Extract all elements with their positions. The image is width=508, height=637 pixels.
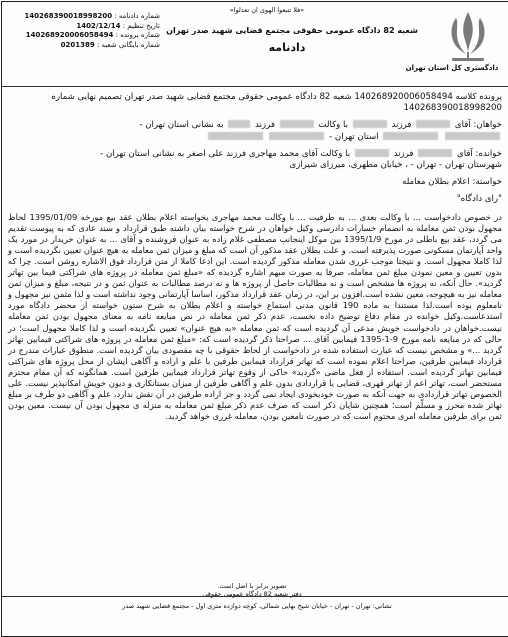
document-title: دادنامه xyxy=(268,41,306,54)
iran-emblem-icon xyxy=(442,8,494,64)
court-branch-title: شعبه 82 دادگاه عمومی حقوقی مجتمع قضایی شهید صدر تهران xyxy=(166,26,418,35)
plaintiff-line: خواهان: آقای فرزند با وکالت فرزند به نشانی استان تهران - استان تهران - xyxy=(139,120,502,142)
redacted-name xyxy=(355,149,389,157)
redacted-address xyxy=(383,132,438,140)
header-verse: «فلا تتبعوا الهوى ان تعدلوا» xyxy=(229,6,305,14)
branch-office-note: دفتر شعبه 82 دادگاه عمومی حقوقی xyxy=(202,590,302,598)
judgement-text: در خصوص دادخواست ... با وکالت بعدی ... به طرفیت ... با وکالت محمد مهاجری بخواسته اعلام بطلان عقد بیع مورخه 1395/01/09 لحاظ مجهول بودن ثمن معامله به انضمام خسارات دادرسی وکیل خواهان در شرح خواسته بیان داشته طبق قرارداد و سند عادی که به پیوست تقدیم می گردد، عقد بیع باطلی در مورخ 1395/1/9 بین موکل اینجانب مصطفی غلام زاده به عنوان فروشنده و آقای ... به عنوان خریدار در مورد یک واحد آپارتمان مسکونی صورت پذیرفته است. و علت بطلان عقد مذکور آن است که مبلغ و میزان ثمن معامله به هیچ عنوان تعیین نگردیده است و لذا کاملا مجهول است. و نتیجتا موجب غرری شدن معامله مذکور گردیده است. این ادعا کاملا از متن قرارداد فوق الاشاره روشن است. چرا که بدون تعیین و معین نمودن مبلغ ثمن معامله، صرفا به صورت مبهم اشاره گردیده که «مبلغ ثمن معامله در پروژه های شراکتی فیما بین تهاتر گردید». حال آنکه، نه پروژه ها مشخص است و نه مطالبات حاصل از پروژه ها و نه درصد مطالبات به عنوان ثمن و در نتیجه، مبلغ و میزان ثمن معامله نیز به هیچوجه، معین نشده است.افزون بر این، در زمان عقد قرارداد مذکور، اساسا آپارتمانی وجود نداشته است و لذا مثمن نیز مجهول و نامعلوم بوده است.لذا مستندا به ماده 190 قانون مدنی استماع خواسته و اعلام بطلان به شرح ستون خواسته از محضر دادگاه مورد استدعاست.وکیل خوانده در مقام دفاع توضیح داده نخست، عدم ذکر ثمن معامله در نص مبایعه نامه به معنای مجهول بودن ثمن معامله نیست.خواهان در دادخواست خویش مدعی آن گردیده است که ثمن معامله «به هیچ عنوان» تعیین نگردیده است و لذا کاملا مجهول است؛ در حالی که در مبایعه نامه مورخ 9-1-1395 فیمابین آقای ... صراحتا ذکر گردیده است که: «مبلغ ثمن معامله در پروژه های شراکتی فیمابین تهاتر گردید ...» و مشخص نیست که عبارت استفاده شده در دادخواست از لحاظ حقوقی با چه مقصودی بیان گردیده است. منطوق عبارات مندرج در قرارداد فیمابین طرفین، صراحتا اعلام نموده است که تهاتر قرارداد فیمابین طرفین با علم و اراده و آگاهی ایشان از محل پروژه های شراکتی فیمابین تهاتر گردیده است. استفاده از فعل ماضی «گردید» حاکی از وقوع تهاتر قرارداد فیمابین طرفین است. همانگونه که آن مقام محترم مستحضر است، تهاتر اعم از تهاتر قهری، قضایی یا قراردادی بدون علم و آگاهی طرفین از میزان بستانکاری و دیون خویش امکانپذیر نیست. علی الخصوص تهاتر قراردادی به جهت آنکه به صورت خودبخودی ایجاد نمی گردد و جز اراده طرفین در آن نقش ندارد، علم و آگاهی دو طرف بر مبلغ تهاتر شده محرز و مسلّم است؛ همچنین شایان ذکر است که صرف عدم ذکر مبلغ ثمن معامله به منزله ی مجهول بودن آن نیست. معین بودن ثمن برای طرفین معامله امری محتوم است که در صورت نامعین بودن، معامله غرری خواهد گردید. xyxy=(8,211,503,422)
redacted-name xyxy=(353,120,387,128)
document-header xyxy=(2,2,508,88)
court-address: نشانی: تهران - تهران - خیابان شیخ بهایی شمالی، کوچه دوازده متری اول - مجتمع قضایی شهید صدر xyxy=(122,602,392,610)
meta-row-case-number: شماره پرونده : 140268920006058494 xyxy=(25,31,160,39)
redacted-name xyxy=(280,120,314,128)
defendant-line: خوانده: آقای فرزند با وکالت آقای محمد مهاجری فرزند علی اصغر به نشانی استان تهران - شهرستان تهران - تهران - ، خیابان مطهری، میرزای شیرازی xyxy=(100,148,502,171)
meta-row-judgement-number: شماره دادنامه : 140268390018998200 xyxy=(24,12,160,20)
redacted-address xyxy=(445,132,500,140)
redacted-address xyxy=(269,132,324,140)
redacted-name xyxy=(228,120,250,128)
ruling-title: "رای دادگاه" xyxy=(456,194,502,205)
case-file-line: پرونده کلاسه 140268920006058494 شعبه 82 دادگاه عمومی حقوقی مجتمع قضایی شهید صدر تهران تصمیم نهایی شماره 140268390018998200 xyxy=(51,92,502,114)
meta-row-archive-number: شماره بایگانی شعبه : 0201389 xyxy=(60,40,160,49)
certified-copy-note: تصویر برابر با اصل است. xyxy=(217,582,287,590)
redacted-name xyxy=(418,149,452,157)
footer-divider xyxy=(2,596,508,597)
judiciary-name: دادگستری کل استان تهران xyxy=(405,64,499,72)
court-judgement-document xyxy=(1,1,508,637)
document-footer xyxy=(2,578,508,636)
case-metadata xyxy=(10,12,160,50)
redacted-name xyxy=(416,120,450,128)
document-body xyxy=(8,92,502,428)
claim-line: خواسته: اعلام بطلان معامله xyxy=(402,177,502,188)
header-divider xyxy=(2,86,508,87)
redacted-address xyxy=(208,132,263,140)
meta-row-date: تاریخ تنظیم : 1402/12/14 xyxy=(76,21,160,30)
